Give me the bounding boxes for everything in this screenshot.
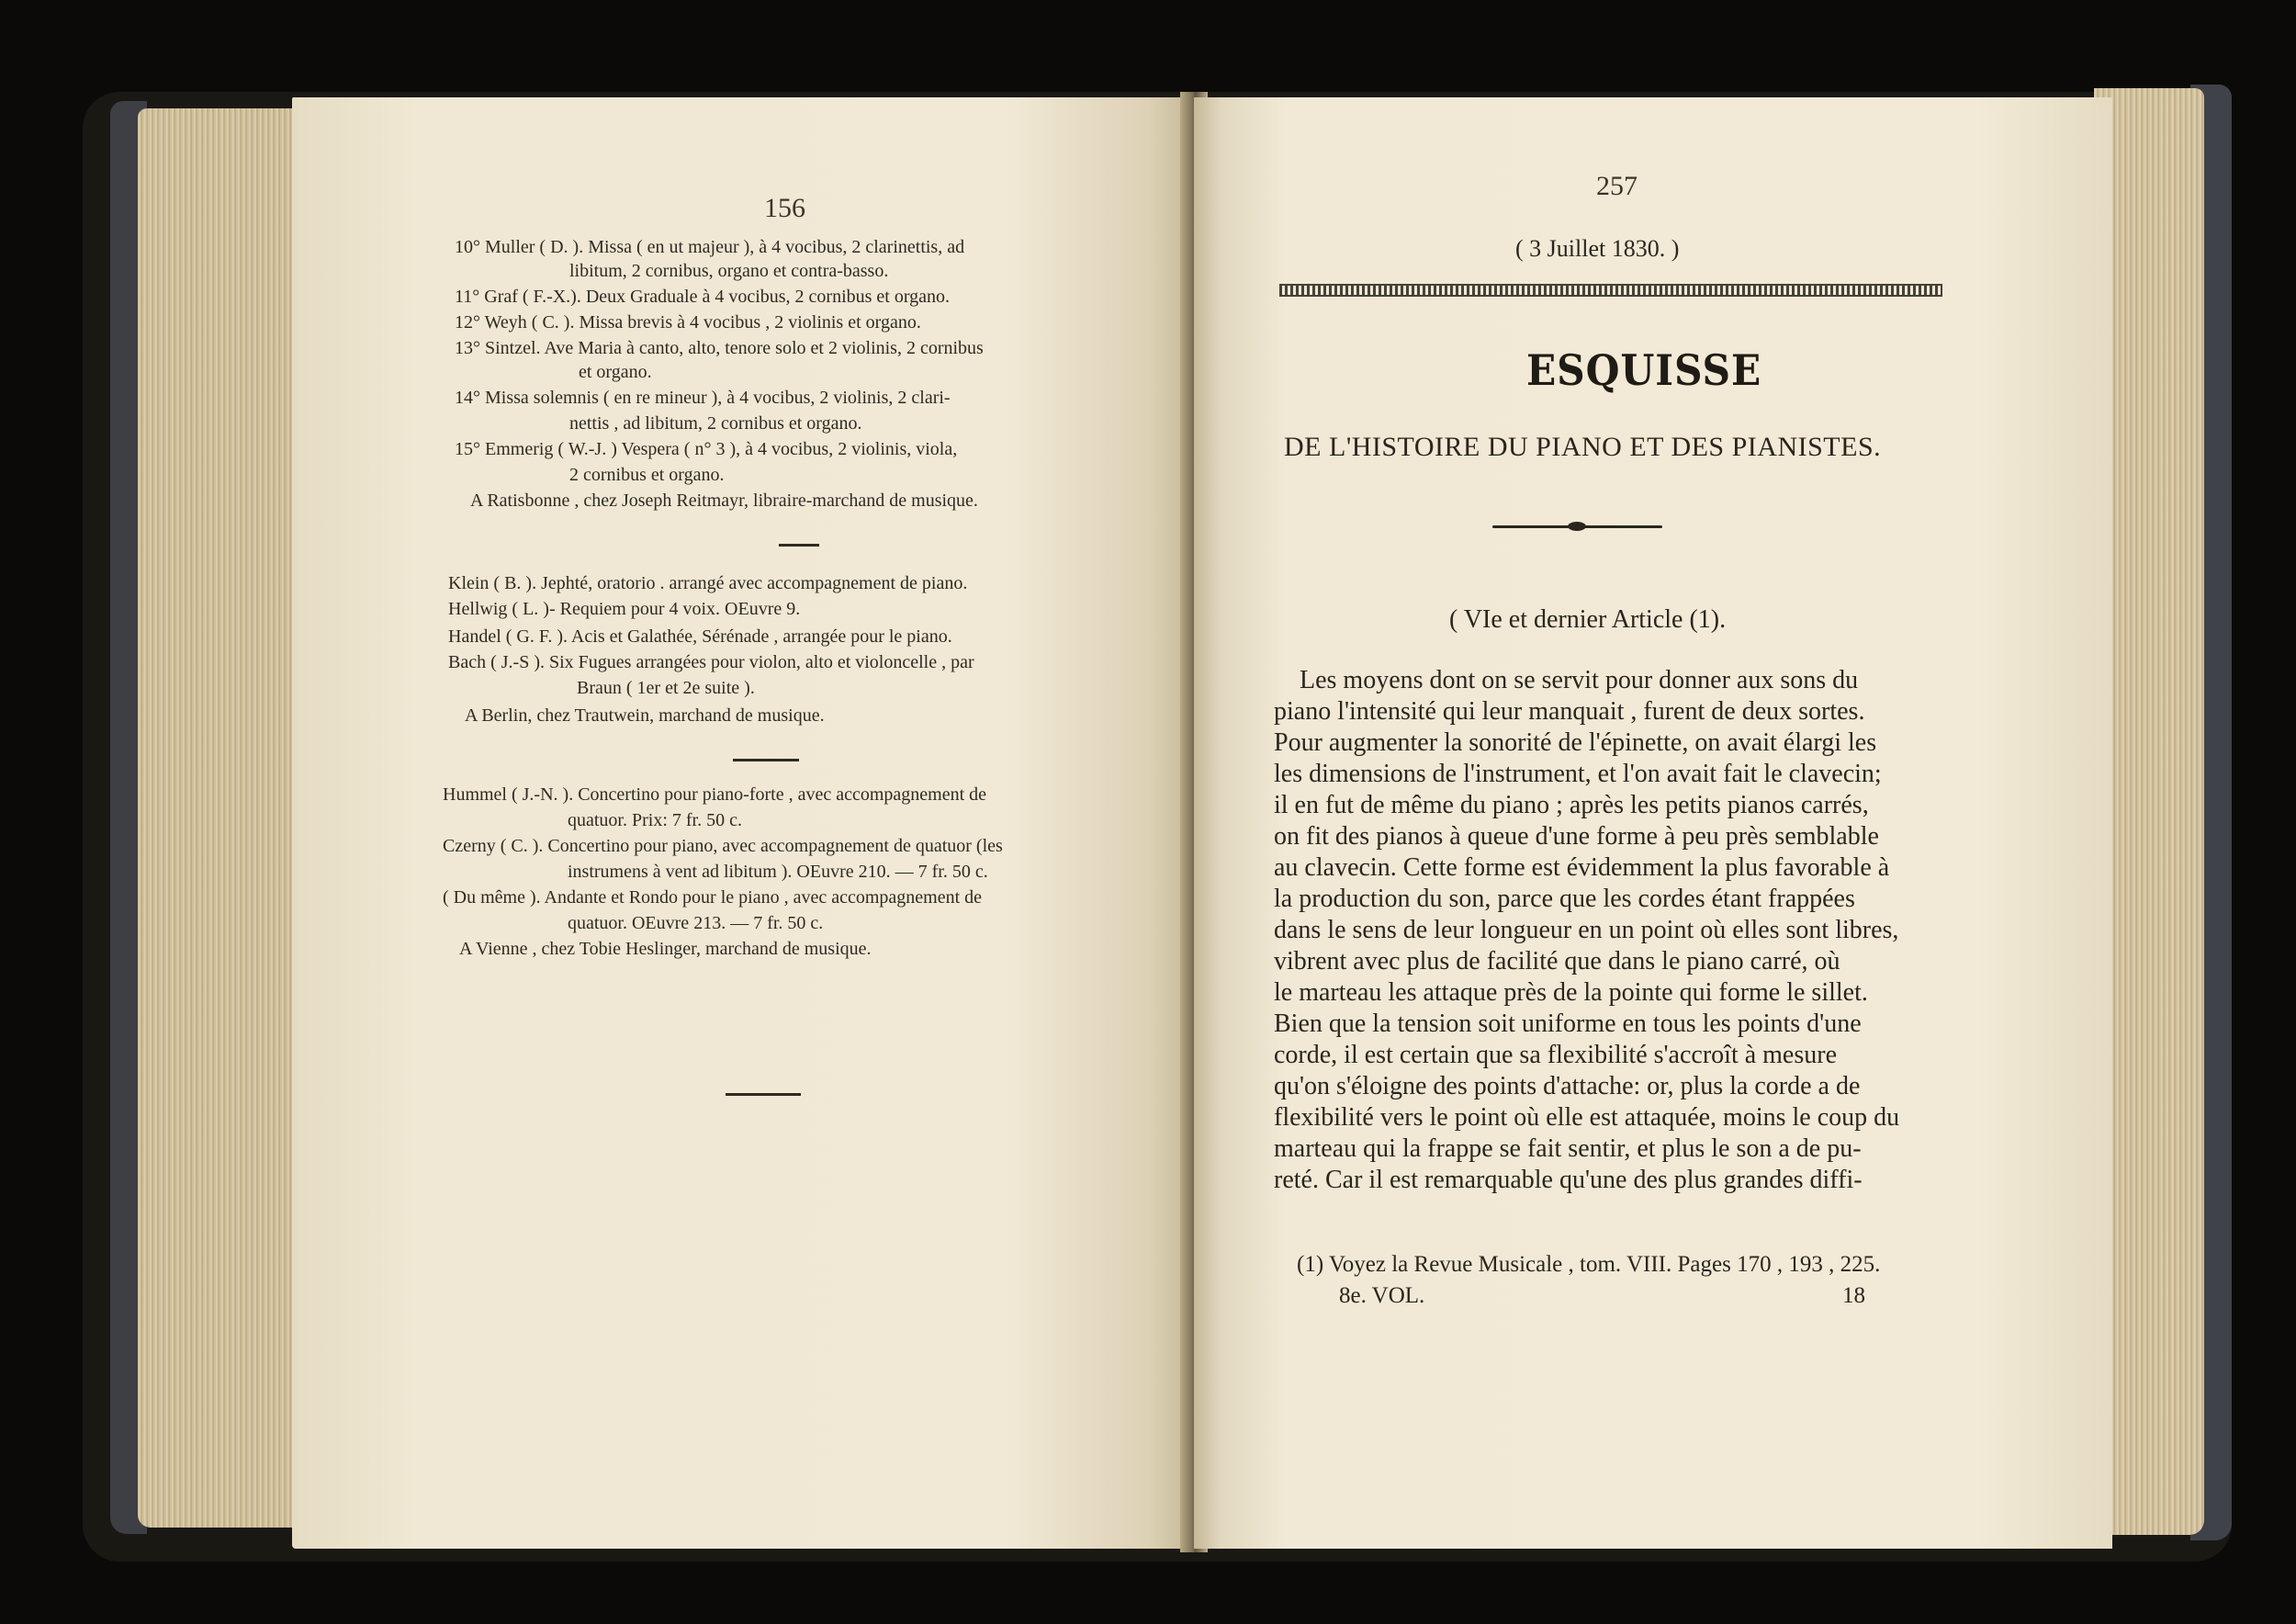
article-part: ( VIe et dernier Article (1). <box>1449 605 1727 634</box>
catalog-line: libitum, 2 cornibus, organo et contra-basso. <box>569 261 889 281</box>
body-line: Les moyens dont on se servit pour donner aux sons du <box>1300 666 1859 694</box>
catalog-line: Braun ( 1er et 2e suite ). <box>577 678 755 698</box>
catalog-line: Hummel ( J.-N. ). Concertino pour piano-forte , avec accompagnement de <box>443 784 987 805</box>
body-line: marteau qui la frappe se fait sentir, et plus le son a de pu- <box>1274 1134 1862 1163</box>
body-line: on fit des pianos à queue d'une forme à peu près semblable <box>1274 822 1879 851</box>
page-edges-left <box>138 108 312 1528</box>
catalog-line: Bach ( J.-S ). Six Fugues arrangées pour violon, alto et violoncelle , par <box>448 652 974 672</box>
catalog-line: nettis , ad libitum, 2 cornibus et organo. <box>569 413 862 434</box>
catalog-line: Handel ( G. F. ). Acis et Galathée, Sérénade , arrangée pour le piano. <box>448 626 952 647</box>
catalog-line: 15° Emmerig ( W.-J. ) Vespera ( n° 3 ), à 4 vocibus, 2 violinis, viola, <box>455 439 958 459</box>
footnote: (1) Voyez la Revue Musicale , tom. VIII. Pages 170 , 193 , 225. <box>1297 1252 1881 1277</box>
article-title: ESQUISSE <box>1526 345 1762 395</box>
body-line: les dimensions de l'instrument, et l'on avait fait le clavecin; <box>1274 760 1882 788</box>
section-rule <box>779 544 819 547</box>
catalog-publisher: A Berlin, chez Trautwein, marchand de musique. <box>465 705 825 726</box>
section-rule <box>726 1093 801 1096</box>
body-line: corde, il est certain que sa flexibilité s'accroît à mesure <box>1274 1041 1838 1069</box>
catalog-line: Hellwig ( L. )- Requiem pour 4 voix. OEuvre 9. <box>448 599 801 619</box>
catalog-line: quatuor. OEuvre 213. — 7 fr. 50 c. <box>568 913 824 933</box>
body-line: reté. Car il est remarquable qu'une des plus grandes diffi- <box>1274 1166 1863 1194</box>
ornamental-rule <box>1279 284 1942 297</box>
catalog-line: et organo. <box>579 362 652 382</box>
body-line: flexibilité vers le point où elle est attaquée, moins le coup du <box>1274 1103 1900 1132</box>
signature-number: 18 <box>1842 1283 1865 1308</box>
catalog-line: 12° Weyh ( C. ). Missa brevis à 4 vocibus , 2 violinis et organo. <box>455 312 921 333</box>
catalog-publisher: A Vienne , chez Tobie Heslinger, marchand de musique. <box>459 939 872 959</box>
body-line: piano l'intensité qui leur manquait , furent de deux sortes. <box>1274 697 1865 726</box>
body-line: qu'on s'éloigne des points d'attache: or, plus la corde a de <box>1274 1072 1861 1100</box>
issue-date: ( 3 Juillet 1830. ) <box>1515 235 1680 262</box>
catalog-line: 11° Graf ( F.-X.). Deux Graduale à 4 vocibus, 2 cornibus et organo. <box>455 287 951 307</box>
catalog-line: 14° Missa solemnis ( en re mineur ), à 4 vocibus, 2 violinis, 2 clari- <box>455 388 951 408</box>
body-line: il en fut de même du piano ; après les petits pianos carrés, <box>1274 791 1869 819</box>
catalog-publisher: A Ratisbonne , chez Joseph Reitmayr, libraire-marchand de musique. <box>470 491 978 511</box>
body-line: vibrent avec plus de facilité que dans le piano carré, où <box>1274 947 1840 976</box>
body-line: le marteau les attaque près de la pointe qui forme le sillet. <box>1274 978 1868 1007</box>
body-line: Bien que la tension soit uniforme en tous les points d'une <box>1274 1009 1862 1038</box>
catalog-line: 13° Sintzel. Ave Maria à canto, alto, tenore solo et 2 violinis, 2 cornibus <box>455 338 984 358</box>
body-line: la production du son, parce que les cordes étant frappées <box>1274 885 1855 913</box>
body-line: au clavecin. Cette forme est évidemment la plus favorable à <box>1274 853 1890 882</box>
catalog-line: instrumens à vent ad libitum ). OEuvre 210. — 7 fr. 50 c. <box>568 862 988 882</box>
catalog-line: quatuor. Prix: 7 fr. 50 c. <box>568 810 742 830</box>
catalog-line: ( Du même ). Andante et Rondo pour le piano , avec accompagnement de <box>443 887 983 908</box>
catalog-line: Czerny ( C. ). Concertino pour piano, avec accompagnement de quatuor (les <box>443 836 1003 856</box>
article-subtitle: DE L'HISTOIRE DU PIANO ET DES PIANISTES. <box>1284 432 1882 462</box>
body-line: dans le sens de leur longueur en un point où elles sont libres, <box>1274 916 1899 944</box>
catalog-line: Klein ( B. ). Jephté, oratorio . arrangé avec accompagnement de piano. <box>448 573 968 593</box>
catalog-line: 10° Muller ( D. ). Missa ( en ut majeur ), à 4 vocibus, 2 clarinettis, ad <box>455 237 965 257</box>
right-page-number: 257 <box>1596 171 1638 201</box>
catalog-line: 2 cornibus et organo. <box>569 465 725 485</box>
ornament-divider <box>1492 524 1662 529</box>
section-rule <box>733 759 799 761</box>
signature-mark: 8e. VOL. <box>1339 1283 1425 1308</box>
body-line: Pour augmenter la sonorité de l'épinette, on avait élargi les <box>1274 728 1877 757</box>
left-page-number: 156 <box>764 193 805 223</box>
